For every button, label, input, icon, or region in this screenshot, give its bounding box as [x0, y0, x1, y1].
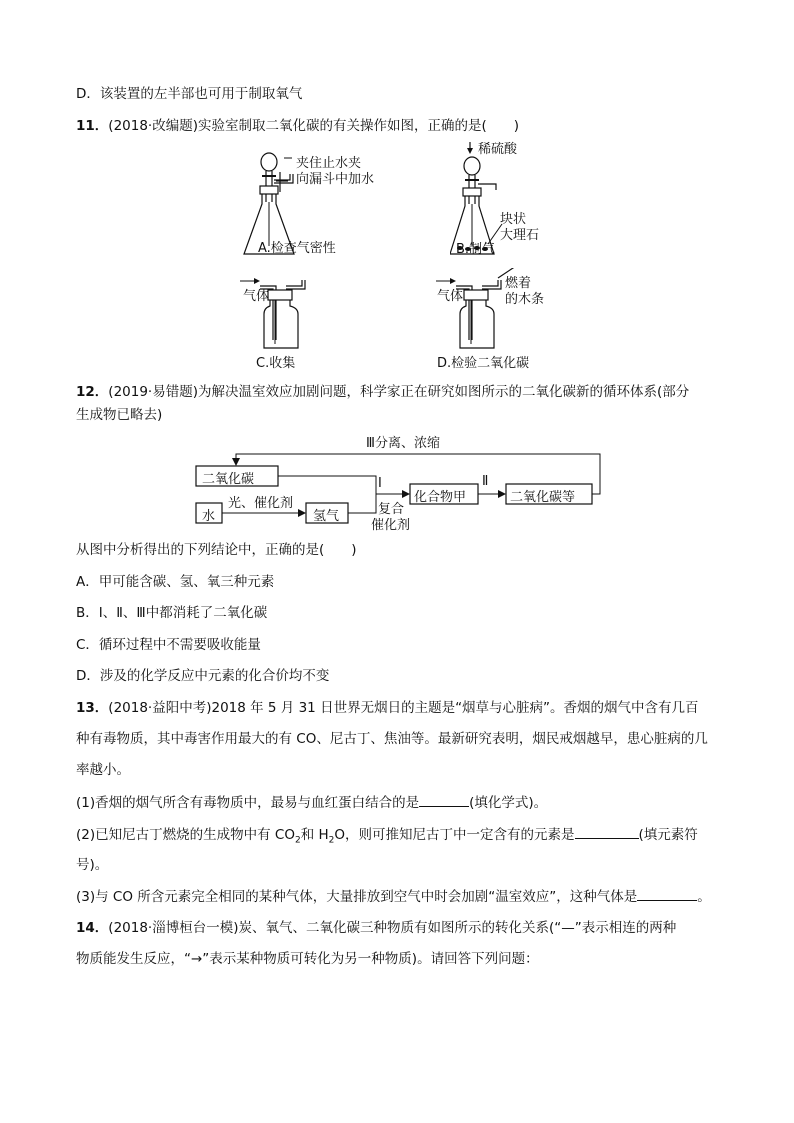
q12-option-a: A．甲可能含碳、氢、氧三种元素	[76, 574, 275, 590]
q13-sub2-text-c: 和 H	[300, 827, 329, 843]
fig-c-gas: 气体	[243, 289, 270, 304]
question-number: 14．	[76, 920, 109, 936]
q12-option-d: D．涉及的化学反应中元素的化合价均不变	[76, 668, 330, 684]
q13-sub3-end: 。	[697, 889, 711, 905]
subscript: 2	[328, 835, 335, 846]
q14-stem-line1	[76, 918, 676, 938]
q12-stem-line1	[76, 382, 689, 402]
fig-d-note1: 燃着	[505, 276, 532, 291]
box-compound-jia: 化合物甲	[414, 490, 467, 505]
q13-sub2-text-a: (2)已知尼古丁燃烧的生成物中有 CO	[76, 827, 295, 843]
fig-d-gas: 气体	[437, 289, 464, 304]
fig-d-note2: 的木条	[505, 292, 545, 307]
q13-sub1-hint: (填化学式)。	[469, 795, 548, 811]
q12-stem-line2: 生成物已略去)	[76, 407, 163, 423]
fig-a-note2: 向漏斗中加水	[296, 172, 375, 187]
q13-sub1-text: (1)香烟的烟气所含有毒物质中，最易与血红蛋白结合的是	[76, 795, 420, 811]
q13-sub2-hint: (填元素符	[638, 827, 698, 843]
fig-b-note-top: 稀硫酸	[478, 142, 518, 157]
q13-sub3-text: (3)与 CO 所含元素完全相同的某种气体，大量排放到空气中时会加剧“温室效应”，这种气体是	[76, 889, 638, 905]
answer-blank[interactable]	[575, 824, 639, 839]
q10-option-d: D．该装置的左半部也可用于制取氧气	[76, 86, 303, 102]
question-text: 实验室制取二氧化碳的有关操作如图，正确的是( )	[197, 118, 520, 134]
subscript: 2	[294, 835, 301, 846]
fig-a-caption: A.检查气密性	[258, 241, 336, 256]
fig-c-caption: C.收集	[256, 356, 296, 371]
question-text: 炭、氧气、二氧化碳三种物质有如图所示的转化关系(“—”表示相连的两种	[238, 920, 677, 936]
q13-stem-line2: 种有毒物质，其中毒害作用最大的有 CO、尼古丁、焦油等。最新研究表明，烟民戒烟越早，患心脏病的几	[76, 731, 708, 747]
fig-b-caption: B.制气	[456, 242, 496, 257]
question-number: 11．	[76, 118, 109, 134]
fig-a-note1: 夹住止水夹	[296, 156, 362, 171]
question-source: (2018·淄博桓台一模)	[108, 920, 239, 936]
question-source: (2018·益阳中考)	[108, 700, 212, 716]
q13-sub2-line2: 号)。	[76, 857, 109, 873]
q13-sub2	[76, 824, 698, 851]
fig-b-note2: 大理石	[500, 228, 540, 243]
q14-stem-line2: 物质能发生反应，“→”表示某种物质可转化为另一种物质)。请回答下列问题：	[76, 951, 539, 967]
label-step-i: Ⅰ	[378, 476, 382, 491]
question-source: (2018·改编题)	[108, 118, 198, 134]
answer-blank[interactable]	[419, 792, 469, 807]
box-water: 水	[202, 509, 216, 524]
q13-sub1	[76, 792, 547, 813]
box-co2: 二氧化碳	[202, 472, 255, 487]
figure-c-collection	[240, 268, 330, 352]
box-hydrogen: 氢气	[313, 509, 340, 524]
label-composite: 复合	[378, 502, 405, 517]
label-catalyst: 催化剂	[371, 518, 411, 533]
q11-stem	[76, 116, 519, 136]
label-step-ii: Ⅱ	[482, 474, 489, 489]
box-co2-etc: 二氧化碳等	[510, 490, 576, 505]
q13-stem-line3: 率越小。	[76, 762, 130, 778]
fig-d-caption: D.检验二氧化碳	[437, 356, 530, 371]
question-number: 13．	[76, 700, 109, 716]
label-step-iii: Ⅲ分离、浓缩	[366, 436, 440, 451]
q13-sub3	[76, 886, 711, 907]
question-text: 为解决温室效应加剧问题，科学家正在研究如图所示的二氧化碳新的循环体系(部分	[197, 384, 690, 400]
q12-option-c: C．循环过程中不需要吸收能量	[76, 637, 261, 653]
q12-option-b: B．Ⅰ、Ⅱ、Ⅲ中都消耗了二氧化碳	[76, 605, 268, 621]
answer-blank[interactable]	[637, 886, 697, 901]
question-number: 12．	[76, 384, 109, 400]
label-light-catalyst: 光、催化剂	[228, 496, 294, 511]
q13-stem-line1	[76, 698, 699, 718]
question-source: (2019·易错题)	[108, 384, 198, 400]
fig-b-note1: 块状	[500, 212, 527, 227]
q12-ask: 从图中分析得出的下列结论中，正确的是( )	[76, 542, 357, 558]
q13-sub2-text-e: O，则可推知尼古丁中一定含有的元素是	[334, 827, 575, 843]
q12-cycle-diagram	[190, 428, 610, 536]
question-text: 2018 年 5 月 31 日世界无烟日的主题是“烟草与心脏病”。香烟的烟气中含有几百	[211, 700, 699, 716]
